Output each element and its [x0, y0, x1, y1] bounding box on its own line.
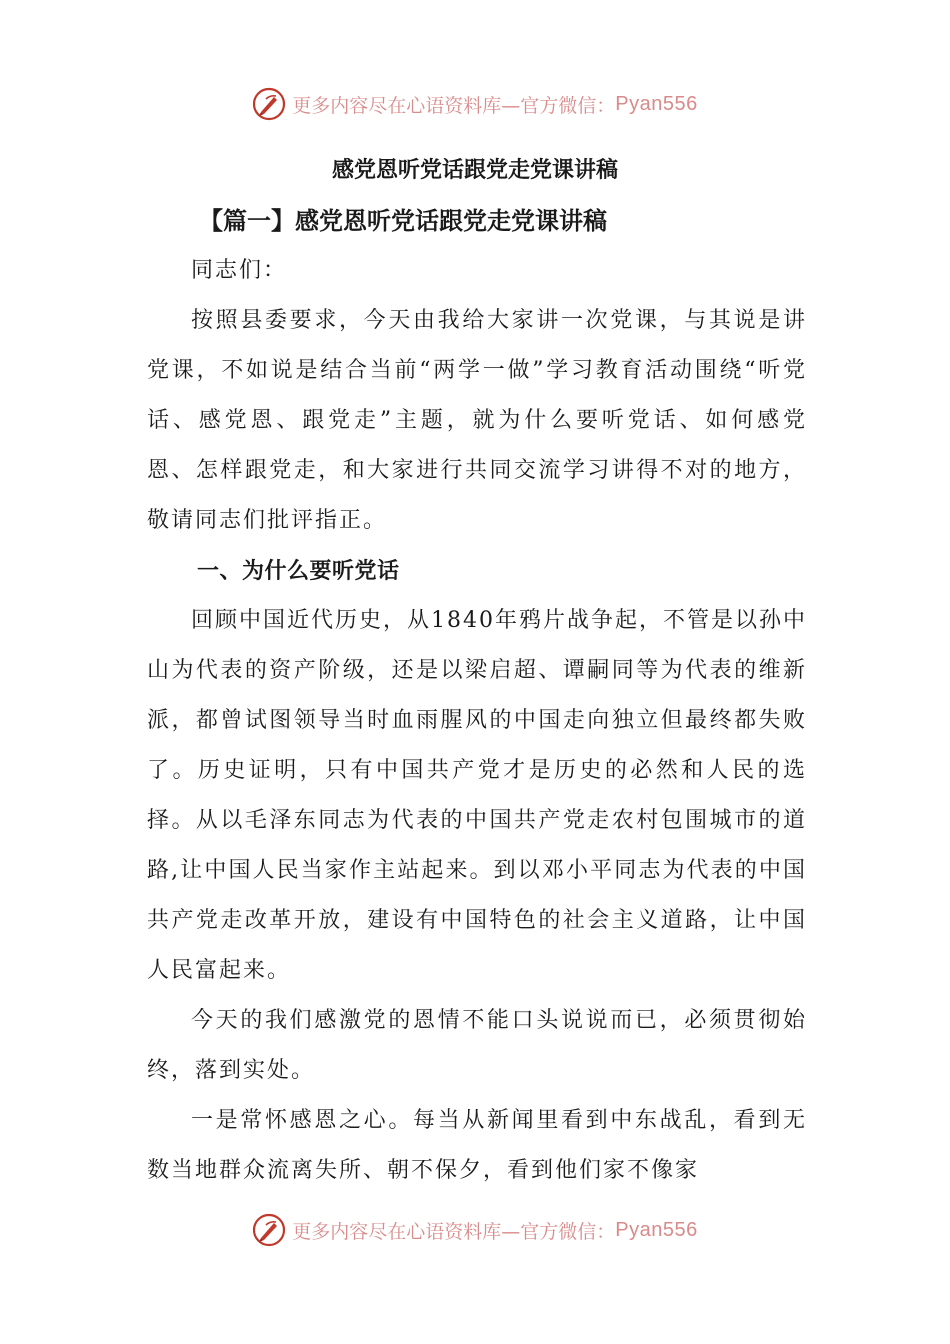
section-heading: 【篇一】感党恩听党话跟党走党课讲稿: [199, 206, 607, 235]
document-title: 感党恩听党话跟党走党课讲稿: [331, 157, 618, 183]
paragraph: 今天的我们感激党的恩情不能口头说说而已，必须贯彻始终，落到实处。: [147, 1008, 807, 1083]
watermark-header: [0, 84, 950, 124]
watermark-wechat-id: Pyan556: [615, 92, 698, 115]
watermark-text: 更多内容尽在心语资料库—官方微信：: [292, 94, 616, 117]
watermark-text: 更多内容尽在心语资料库—官方微信：: [292, 1220, 616, 1243]
document-body: [147, 196, 807, 1196]
paragraph: 一是常怀感恩之心。每当从新闻里看到中东战乱，看到无数当地群众流离失所、朝不保夕，看到他们家不像家: [147, 1108, 807, 1183]
pen-logo-icon: [252, 1213, 286, 1247]
subheading: 一、为什么要听党话: [197, 558, 400, 584]
watermark-footer: [0, 1210, 950, 1250]
paragraph: 回顾中国近代历史，从1840年鸦片战争起，不管是以孙中山为代表的资产阶级，还是以梁启超、谭嗣同等为代表的维新派，都曾试图领导当时血雨腥风的中国走向独立但最终都失败了。历史证明，只有中国共产党才是历史的必然和人民的选择。从以毛泽东同志为代表的中国共产党走农村包围城市的道路,让中国人民当家作主站起来。到以邓小平同志为代表的中国共产党走改革开放，建设有中国特色的社会主义道路，让中国人民富起来。: [147, 608, 807, 983]
greeting: 同志们：: [191, 258, 288, 283]
watermark-wechat-id: Pyan556: [615, 1218, 698, 1241]
pen-logo-icon: [252, 87, 286, 121]
paragraph: 按照县委要求，今天由我给大家讲一次党课，与其说是讲党课，不如说是结合当前“两学一做”学习教育活动围绕“听党话、感党恩、跟党走”主题，就为什么要听党话、如何感党恩、怎样跟党走，和大家进行共同交流学习讲得不对的地方，敬请同志们批评指正。: [147, 308, 807, 533]
